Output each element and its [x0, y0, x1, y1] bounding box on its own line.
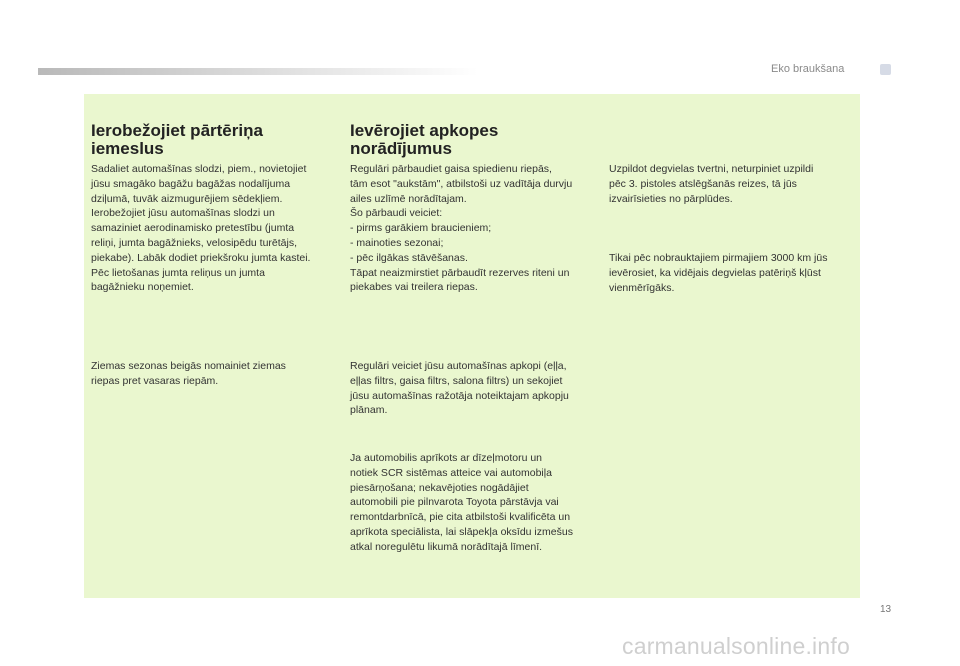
column-2-paragraph-1: Regulāri pārbaudiet gaisa spiedienu riepās, tām esot "aukstām", atbilstoši uz vadītāja durvju ailes uzlīmē norādītajam. Šo pārbaudi veiciet: - pirms garākiem braucieniem; - mainoties sezonai; - pēc ilgākas stāvēšanas. Tāpat neaizmirstiet pārbaudīt rezerves riteni un piekabes vai treilera riepas.: [350, 163, 573, 294]
column-1-paragraph-1: Sadaliet automašīnas slodzi, piem., novietojiet jūsu smagāko bagāžu bagāžas nodalījuma dziļumā, tuvāk aizmugurējiem sēdekļiem. Ierobežojiet jūsu automašīnas slodzi un samaziniet aerodinamisko pretestību (jumta reliņi, jumta bagāžnieks, velosipēdu turētājs, piekabe). Labāk dodiet priekšroku jumta kastei. Pēc lietošanas jumta reliņus un jumta bagāžnieku noņemiet.: [91, 163, 311, 294]
page-number: 13: [880, 604, 892, 615]
column-1-heading: Ierobežojiet pārtēriņa iemeslus: [91, 121, 263, 158]
column-3-paragraph-1: Uzpildot degvielas tvertni, neturpiniet uzpildi pēc 3. pistoles atslēgšanās reizes, tā jūs izvairīsieties no pārplūdes.: [609, 163, 814, 205]
corner-square-icon: [880, 64, 891, 75]
section-title: Eko braukšana: [771, 63, 845, 75]
watermark: carmanualsonline.info: [622, 633, 850, 659]
column-2-paragraph-3: Ja automobilis aprīkots ar dīzeļmotoru un notiek SCR sistēmas atteice vai automobiļa piesārņošana; nekavējoties nogādājiet automobili pie pilnvarota Toyota pārstāvja vai remontdarbnīcā, pie cita atbilstoši kvalificēta un aprīkota speciālista, lai slāpekļa oksīdu izmešus atkal noregulētu likumā norādītajā līmenī.: [350, 452, 573, 553]
column-1-paragraph-2: Ziemas sezonas beigās nomainiet ziemas riepas pret vasaras riepām.: [91, 360, 286, 387]
header-gradient-bar: [38, 68, 478, 75]
column-2-paragraph-2: Regulāri veiciet jūsu automašīnas apkopi (eļļa, eļļas filtrs, gaisa filtrs, salona filtrs) un sekojiet jūsu automašīnas ražotāja noteiktajam apkopju plānam.: [350, 360, 569, 417]
column-3-paragraph-2: Tikai pēc nobrauktajiem pirmajiem 3000 km jūs ievērosiet, ka vidējais degvielas patēriņš kļūst vienmērīgāks.: [609, 252, 828, 294]
content-panel: [84, 94, 860, 598]
column-2-heading: Ievērojiet apkopes norādījumus: [350, 121, 499, 158]
